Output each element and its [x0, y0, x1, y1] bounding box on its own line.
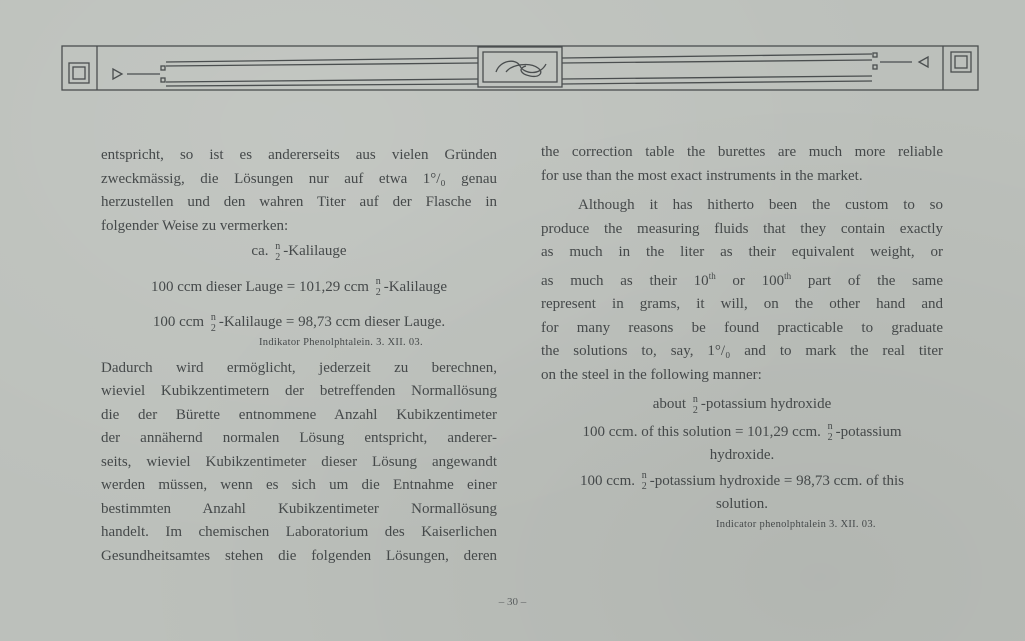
formula-line: about n 2 -potassium hydroxide — [652, 393, 832, 416]
text-line: folgender Weise zu vermerken: — [101, 217, 289, 234]
text-line: die der Bürette entnommene Anzahl Kubikzentimeter — [101, 406, 497, 423]
formula-line: hydroxide. — [709, 447, 775, 463]
text-line: seits, wieviel Kubikzentimeter dieser Lösung angewandt — [101, 453, 497, 470]
text-line: the correction table the burettes are much more reliable — [541, 144, 943, 160]
indicator-note: Indicator phenolphtalein 3. XII. 03. — [716, 518, 876, 530]
text-line: Although it has hitherto been the custom to so — [578, 197, 943, 213]
indicator-note: Indikator Phenolphtalein. 3. XII. 03. — [259, 336, 423, 348]
fraction: n 2 — [210, 311, 216, 334]
text-line: the solutions to, say, 1°/₀ and to mark the real titer — [541, 343, 943, 359]
page-number: – 30 – — [498, 596, 527, 608]
text-line: handelt. Im chemischen Laboratorium des Kaiserlichen — [101, 524, 497, 540]
text-line: herzustellen und den wahren Titer auf der Flasche in — [101, 194, 497, 210]
fraction: n 2 — [827, 421, 833, 444]
fraction: n 2 — [641, 470, 647, 493]
text-line: for use than the most exact instruments in the market. — [541, 167, 863, 184]
german-column — [101, 144, 497, 568]
text-line: on the steel in the following manner: — [541, 366, 762, 383]
text-line: Dadurch wird ermöglicht, jederzeit zu berechnen, — [101, 359, 497, 376]
text-line: as much as their 10th or 100th part of the same — [541, 270, 943, 289]
formula-line: solution. — [715, 496, 769, 512]
fraction: n 2 — [692, 393, 698, 416]
formula-line: 100 ccm. n 2 -potassium hydroxide = 98,73 ccm. of this — [580, 470, 904, 493]
text-line: der annähernd normalen Lösung entspricht, anderer- — [101, 430, 497, 446]
text-line: produce the measuring fluids that they contain exactly — [541, 220, 943, 237]
fraction: n 2 — [275, 240, 281, 263]
ornamental-header-border — [60, 42, 980, 92]
text-line: werden müssen, wenn es sich um die Entnahme einer — [101, 477, 497, 493]
text-line: Gesundheitsamtes stehen die folgenden Lösungen, deren — [101, 547, 497, 564]
text-line: wieviel Kubikzentimetern der betreffenden Normallösung — [101, 383, 497, 399]
english-column — [541, 141, 943, 533]
text-line: entspricht, so ist es andererseits aus vielen Gründen — [101, 147, 497, 163]
formula-line: 100 ccm. of this solution = 101,29 ccm. n 2 -potassium — [582, 421, 902, 444]
formula-line: 100 ccm dieser Lauge = 101,29 ccm n 2 -Kalilauge — [150, 276, 448, 299]
text-line: as much in the liter as their equivalent weight, or — [541, 244, 943, 260]
fraction: n 2 — [375, 276, 381, 299]
text-line: zweckmässig, die Lösungen nur auf etwa 1°/₀ genau — [101, 170, 497, 187]
formula-line: 100 ccm n 2 -Kalilauge = 98,73 ccm dieser Lauge. — [152, 311, 446, 334]
text-line: for many reasons be found practicable to graduate — [541, 319, 943, 336]
formula-line: ca. n 2 -Kalilauge — [251, 240, 347, 263]
text-line: represent in grams, it will, on the other hand and — [541, 296, 943, 312]
text-line: bestimmten Anzahl Kubikzentimeter Normallösung — [101, 500, 497, 517]
